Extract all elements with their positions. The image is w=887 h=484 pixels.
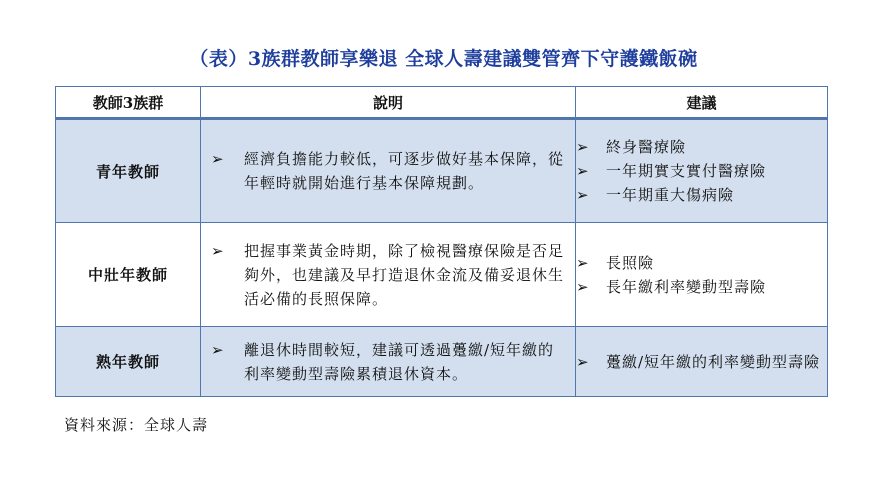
source-note: 資料來源：全球人壽 [64, 416, 209, 434]
advice-bullet [576, 183, 827, 207]
advice-text: 一年期實支實付醫療險 [606, 162, 767, 180]
header-advice: 建議 [576, 87, 828, 119]
description-cell [201, 327, 576, 397]
group-cell: 中壯年教師 [56, 223, 201, 327]
advice-bullet [576, 159, 827, 183]
advice-bullet [576, 251, 827, 275]
arrow-bullet-icon: ➢ [576, 162, 590, 180]
advice-cell [576, 223, 828, 327]
description-text: 把握事業黃金時期，除了檢視醫療保險是否足夠外，也建議及早打造退休金流及備妥退休生活必備的長照保障。 [244, 241, 565, 308]
table-header-row [56, 87, 828, 119]
table-title: （表）3族群教師享樂退 全球人壽建議雙管齊下守護鐵飯碗 [189, 48, 698, 70]
description-cell [201, 119, 576, 223]
advice-text: 一年期重大傷病險 [606, 186, 735, 204]
header-description: 說明 [201, 87, 576, 119]
arrow-bullet-icon: ➢ [576, 277, 590, 296]
advice-bullet [576, 135, 827, 159]
arrow-bullet-icon: ➢ [576, 138, 590, 156]
arrow-bullet-icon: ➢ [211, 340, 225, 359]
advice-text: 長照險 [606, 253, 655, 272]
arrow-bullet-icon: ➢ [211, 241, 225, 260]
advice-cell [576, 119, 828, 223]
header-group: 教師3族群 [56, 87, 201, 119]
advice-bullet [576, 350, 827, 374]
description-bullet [201, 147, 575, 195]
arrow-bullet-icon: ➢ [576, 253, 590, 272]
table-row-young [56, 119, 828, 223]
advice-text: 終身醫療險 [606, 138, 687, 156]
group-cell: 青年教師 [56, 119, 201, 223]
advice-bullet [576, 275, 827, 299]
arrow-bullet-icon: ➢ [576, 186, 590, 204]
description-text: 經濟負擔能力較低，可逐步做好基本保障，從年輕時就開始進行基本保障規劃。 [244, 150, 565, 192]
table-row-senior [56, 327, 828, 397]
advice-cell [576, 327, 828, 397]
description-cell [201, 223, 576, 327]
arrow-bullet-icon: ➢ [211, 150, 225, 168]
advice-text: 長年繳利率變動型壽險 [606, 277, 767, 296]
arrow-bullet-icon: ➢ [576, 352, 590, 371]
teacher-groups-table [55, 86, 828, 397]
table-row-midcareer [56, 223, 828, 327]
description-bullet [201, 338, 575, 386]
description-bullet [201, 239, 575, 311]
advice-text: 躉繳/短年繳的利率變動型壽險 [606, 352, 821, 371]
description-text: 離退休時間較短，建議可透過躉繳/短年繳的利率變動型壽險累積退休資本。 [244, 340, 555, 383]
group-cell: 熟年教師 [56, 327, 201, 397]
